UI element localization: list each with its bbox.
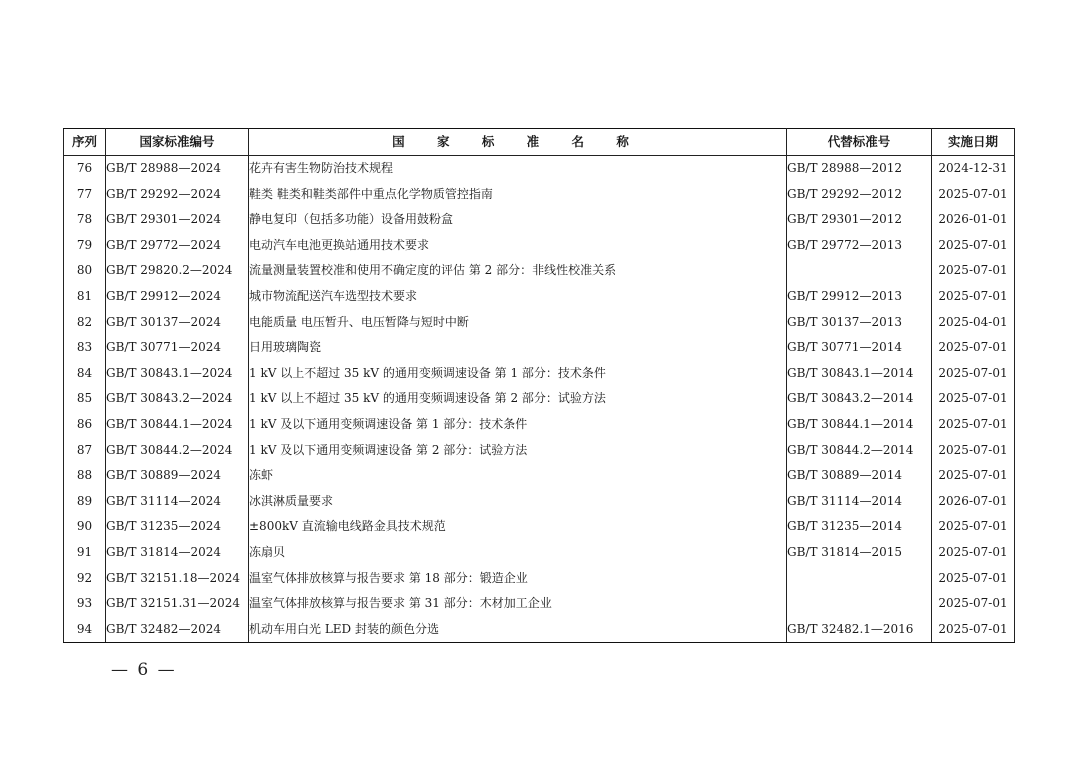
row-standard-name: 电动汽车电池更换站通用技术要求 xyxy=(249,233,787,259)
row-effective-date: 2025-07-01 xyxy=(932,514,1015,540)
row-effective-date: 2025-07-01 xyxy=(932,258,1015,284)
row-standard-code: GB/T 30771—2024 xyxy=(106,335,249,361)
row-replaced-standard: GB/T 30843.1—2014 xyxy=(787,361,932,387)
standards-table xyxy=(63,128,1015,643)
table-row xyxy=(64,310,1015,336)
table-row xyxy=(64,591,1015,617)
row-standard-name: 温室气体排放核算与报告要求 第 18 部分：锻造企业 xyxy=(249,566,787,592)
table-row xyxy=(64,489,1015,515)
row-replaced-standard: GB/T 29292—2012 xyxy=(787,182,932,208)
row-effective-date: 2026-07-01 xyxy=(932,489,1015,515)
row-replaced-standard: GB/T 31235—2014 xyxy=(787,514,932,540)
row-standard-code: GB/T 30844.1—2024 xyxy=(106,412,249,438)
row-standard-name: 1 kV 以上不超过 35 kV 的通用变频调速设备 第 1 部分：技术条件 xyxy=(249,361,787,387)
table-row xyxy=(64,617,1015,643)
row-standard-name: 冻扇贝 xyxy=(249,540,787,566)
row-standard-code: GB/T 32482—2024 xyxy=(106,617,249,643)
row-seq: 86 xyxy=(64,412,106,438)
table-row xyxy=(64,463,1015,489)
header-code: 国家标准编号 xyxy=(106,129,249,156)
row-standard-code: GB/T 30889—2024 xyxy=(106,463,249,489)
header-seq: 序列 xyxy=(64,129,106,156)
row-standard-code: GB/T 29912—2024 xyxy=(106,284,249,310)
row-effective-date: 2024-12-31 xyxy=(932,156,1015,182)
table-row xyxy=(64,335,1015,361)
table-row xyxy=(64,156,1015,182)
row-replaced-standard: GB/T 31114—2014 xyxy=(787,489,932,515)
row-replaced-standard: GB/T 30771—2014 xyxy=(787,335,932,361)
table-row xyxy=(64,514,1015,540)
header-replaces: 代替标准号 xyxy=(787,129,932,156)
row-seq: 91 xyxy=(64,540,106,566)
row-seq: 87 xyxy=(64,438,106,464)
row-standard-code: GB/T 29292—2024 xyxy=(106,182,249,208)
row-seq: 80 xyxy=(64,258,106,284)
row-standard-name: 鞋类 鞋类和鞋类部件中重点化学物质管控指南 xyxy=(249,182,787,208)
table-header-row xyxy=(64,129,1015,156)
row-seq: 88 xyxy=(64,463,106,489)
row-seq: 81 xyxy=(64,284,106,310)
row-standard-name: 花卉有害生物防治技术规程 xyxy=(249,156,787,182)
row-seq: 84 xyxy=(64,361,106,387)
row-effective-date: 2026-01-01 xyxy=(932,207,1015,233)
row-replaced-standard xyxy=(787,258,932,284)
row-standard-name: 静电复印（包括多功能）设备用鼓粉盒 xyxy=(249,207,787,233)
row-standard-name: 流量测量装置校准和使用不确定度的评估 第 2 部分：非线性校准关系 xyxy=(249,258,787,284)
row-standard-code: GB/T 30843.2—2024 xyxy=(106,386,249,412)
row-standard-code: GB/T 30844.2—2024 xyxy=(106,438,249,464)
table-row xyxy=(64,386,1015,412)
row-effective-date: 2025-07-01 xyxy=(932,386,1015,412)
row-standard-name: 城市物流配送汽车选型技术要求 xyxy=(249,284,787,310)
row-standard-code: GB/T 31814—2024 xyxy=(106,540,249,566)
table-row xyxy=(64,566,1015,592)
row-effective-date: 2025-07-01 xyxy=(932,182,1015,208)
row-seq: 82 xyxy=(64,310,106,336)
row-effective-date: 2025-07-01 xyxy=(932,540,1015,566)
row-standard-code: GB/T 29301—2024 xyxy=(106,207,249,233)
row-replaced-standard: GB/T 29301—2012 xyxy=(787,207,932,233)
row-effective-date: 2025-07-01 xyxy=(932,463,1015,489)
page-number: — 6 — xyxy=(111,660,177,680)
table-row xyxy=(64,540,1015,566)
table-row xyxy=(64,182,1015,208)
row-effective-date: 2025-07-01 xyxy=(932,335,1015,361)
row-replaced-standard: GB/T 30889—2014 xyxy=(787,463,932,489)
row-standard-name: ±800kV 直流输电线路金具技术规范 xyxy=(249,514,787,540)
header-date: 实施日期 xyxy=(932,129,1015,156)
row-seq: 83 xyxy=(64,335,106,361)
row-seq: 78 xyxy=(64,207,106,233)
row-replaced-standard: GB/T 29912—2013 xyxy=(787,284,932,310)
row-effective-date: 2025-07-01 xyxy=(932,284,1015,310)
row-standard-code: GB/T 28988—2024 xyxy=(106,156,249,182)
table-row xyxy=(64,438,1015,464)
row-standard-code: GB/T 31114—2024 xyxy=(106,489,249,515)
row-replaced-standard: GB/T 30844.2—2014 xyxy=(787,438,932,464)
row-seq: 94 xyxy=(64,617,106,643)
row-replaced-standard: GB/T 31814—2015 xyxy=(787,540,932,566)
row-effective-date: 2025-07-01 xyxy=(932,617,1015,643)
row-replaced-standard: GB/T 28988—2012 xyxy=(787,156,932,182)
row-effective-date: 2025-07-01 xyxy=(932,361,1015,387)
row-standard-code: GB/T 29820.2—2024 xyxy=(106,258,249,284)
row-standard-code: GB/T 29772—2024 xyxy=(106,233,249,259)
row-standard-code: GB/T 31235—2024 xyxy=(106,514,249,540)
row-seq: 76 xyxy=(64,156,106,182)
row-seq: 85 xyxy=(64,386,106,412)
table-row xyxy=(64,361,1015,387)
row-seq: 89 xyxy=(64,489,106,515)
row-standard-name: 1 kV 及以下通用变频调速设备 第 1 部分：技术条件 xyxy=(249,412,787,438)
row-standard-code: GB/T 30137—2024 xyxy=(106,310,249,336)
row-standard-code: GB/T 30843.1—2024 xyxy=(106,361,249,387)
row-seq: 90 xyxy=(64,514,106,540)
table-row xyxy=(64,284,1015,310)
row-replaced-standard xyxy=(787,591,932,617)
row-replaced-standard: GB/T 30137—2013 xyxy=(787,310,932,336)
row-standard-name: 机动车用白光 LED 封装的颜色分选 xyxy=(249,617,787,643)
row-standard-name: 1 kV 以上不超过 35 kV 的通用变频调速设备 第 2 部分：试验方法 xyxy=(249,386,787,412)
row-standard-name: 1 kV 及以下通用变频调速设备 第 2 部分：试验方法 xyxy=(249,438,787,464)
row-effective-date: 2025-07-01 xyxy=(932,412,1015,438)
header-name: 国 家 标 准 名 称 xyxy=(249,129,787,156)
row-replaced-standard: GB/T 32482.1—2016 xyxy=(787,617,932,643)
table-row xyxy=(64,233,1015,259)
table-row xyxy=(64,412,1015,438)
row-effective-date: 2025-07-01 xyxy=(932,438,1015,464)
row-standard-name: 电能质量 电压暂升、电压暂降与短时中断 xyxy=(249,310,787,336)
row-effective-date: 2025-07-01 xyxy=(932,566,1015,592)
row-standard-code: GB/T 32151.31—2024 xyxy=(106,591,249,617)
row-standard-name: 温室气体排放核算与报告要求 第 31 部分：木材加工企业 xyxy=(249,591,787,617)
row-standard-name: 冰淇淋质量要求 xyxy=(249,489,787,515)
row-effective-date: 2025-07-01 xyxy=(932,233,1015,259)
row-seq: 92 xyxy=(64,566,106,592)
row-seq: 77 xyxy=(64,182,106,208)
row-seq: 79 xyxy=(64,233,106,259)
table-row xyxy=(64,258,1015,284)
row-effective-date: 2025-04-01 xyxy=(932,310,1015,336)
row-seq: 93 xyxy=(64,591,106,617)
row-standard-name: 日用玻璃陶瓷 xyxy=(249,335,787,361)
row-standard-name: 冻虾 xyxy=(249,463,787,489)
row-replaced-standard: GB/T 29772—2013 xyxy=(787,233,932,259)
row-replaced-standard: GB/T 30844.1—2014 xyxy=(787,412,932,438)
row-replaced-standard: GB/T 30843.2—2014 xyxy=(787,386,932,412)
table-row xyxy=(64,207,1015,233)
row-standard-code: GB/T 32151.18—2024 xyxy=(106,566,249,592)
row-effective-date: 2025-07-01 xyxy=(932,591,1015,617)
row-replaced-standard xyxy=(787,566,932,592)
